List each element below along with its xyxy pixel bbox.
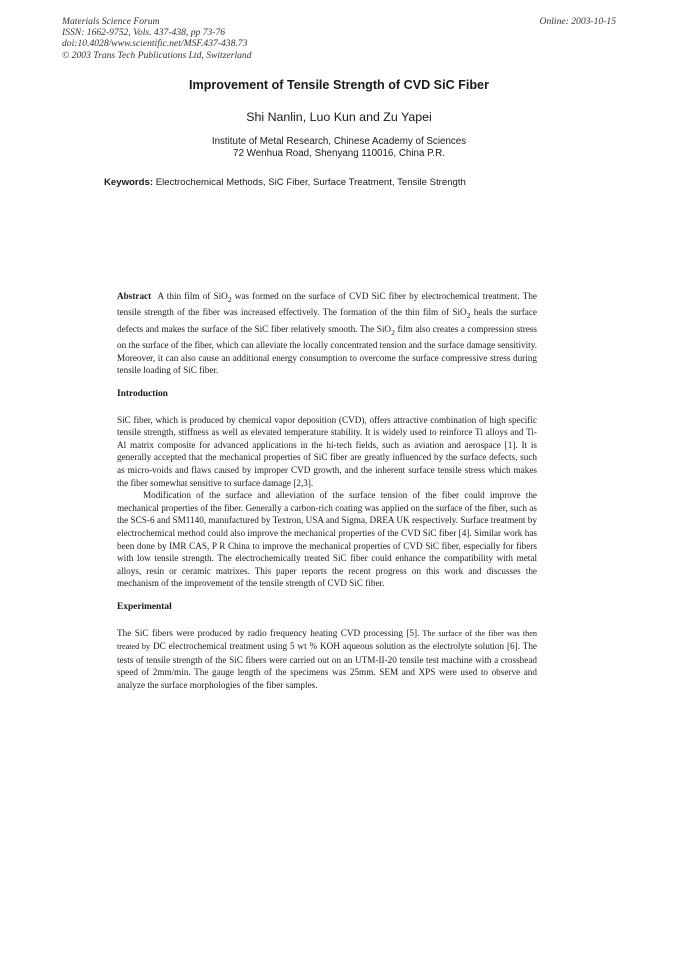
abstract: Abstract A thin film of SiO$_2$ was formed on the surface of CVD SiC fiber by electrochemical treatment. The tensile strength of the fiber was increased effectively. The formation of the thin film of SiO$_2$ heals the surface defects and makes the surface of the SiC fiber relatively smooth. The SiO$_2$ film also creates a compression stress on the surface of the fiber, which can alleviate the locally concentrated tension and the surface damage sensitivity. Moreover, it can also cause an additional energy consumption to overcome the surface compressive stress during tensile loading of SiC fiber. [117,291,538,376]
publication-info [62,16,252,61]
issn-line: ISSN: 1662-9752, Vols. 437-438, pp 73-76 [62,27,226,39]
paper-body [117,290,537,692]
paper-title: Improvement of Tensile Strength of CVD SiC Fiber [189,78,489,92]
online-date: Online: 2003-10-15 [539,16,616,27]
doi-line: doi:10.4028/www.scientific.net/MSF.437-438.73 [62,38,248,50]
affiliation [0,136,678,161]
introduction-paragraph-1: SiC fiber, which is produced by chemical vapor deposition (CVD), offers attractive combination of high specific tensile strength, stiffness as well as elevated temperature stability. It is widely used to reinforce Ti alloys and Ti-Al matrix composite for advanced applications in the hi-tech fields, such as aviation and aerospace [1]. It is generally accepted that the mechanical properties of SiC fiber are greatly influenced by the surface defects, such as micro-voids and flaws caused by improper CVD growth, and the inherent surface tensile stress which makes the fiber somewhat sensitive to surface damage [2,3]. [117,414,537,488]
keywords [104,177,466,188]
introduction-paragraph-2: Modification of the surface and alleviation of the surface tension of the fiber could improve the mechanical properties of the fiber. Generally a carbon-rich coating was applied on the surface of the fiber, such as the SCS-6 and SM1140, manufactured by Textron, USA and Sigma, DREA UK respectively. Surface treatment by electrochemical method could also improve the mechanical properties of the CVD SiC fiber [4]. Similar work has been done by IMR CAS, P R China to improve the mechanical properties of CVD SiC fiber, especially for fibers with low tensile strength. The electrochemically treated SiC fiber could enhance the compatibility with metal alloys, resin or ceramic matrixes. This paper reports the recent progress on this work and discusses the mechanism of the improvement of the tensile strength of CVD SiC fiber. [117,490,537,589]
experimental-heading: Experimental [117,601,172,612]
paper-authors: Shi Nanlin, Luo Kun and Zu Yapei [246,110,432,124]
affiliation-address: 72 Wenhua Road, Shenyang 110016, China P.R. [233,148,445,160]
abstract-label: Abstract [117,291,152,301]
keywords-list: Electrochemical Methods, SiC Fiber, Surface Treatment, Tensile Strength [155,177,466,188]
introduction-heading: Introduction [117,389,168,400]
journal-name: Materials Science Forum [62,16,160,27]
affiliation-institute: Institute of Metal Research, Chinese Academy of Sciences [211,136,467,147]
keywords-label: Keywords: [104,177,154,188]
copyright-line: © 2003 Trans Tech Publications Ltd, Switzerland [62,49,252,61]
experimental-paragraph: The SiC fibers were produced by radio frequency heating CVD processing [5]. The surface of the fiber was then treated by DC electrochemical treatment using 5 wt % KOH aqueous solution as the electrolyte solution [6]. The tests of tensile strength of the SiC fibers were carried out on an UTM-II-20 tensile test machine with a crosshead speed of 2mm/min. The gauge length of the specimens was 25mm. SEM and XPS were used to observe and analyze the surface morphologies of the fiber samples. [117,627,538,690]
